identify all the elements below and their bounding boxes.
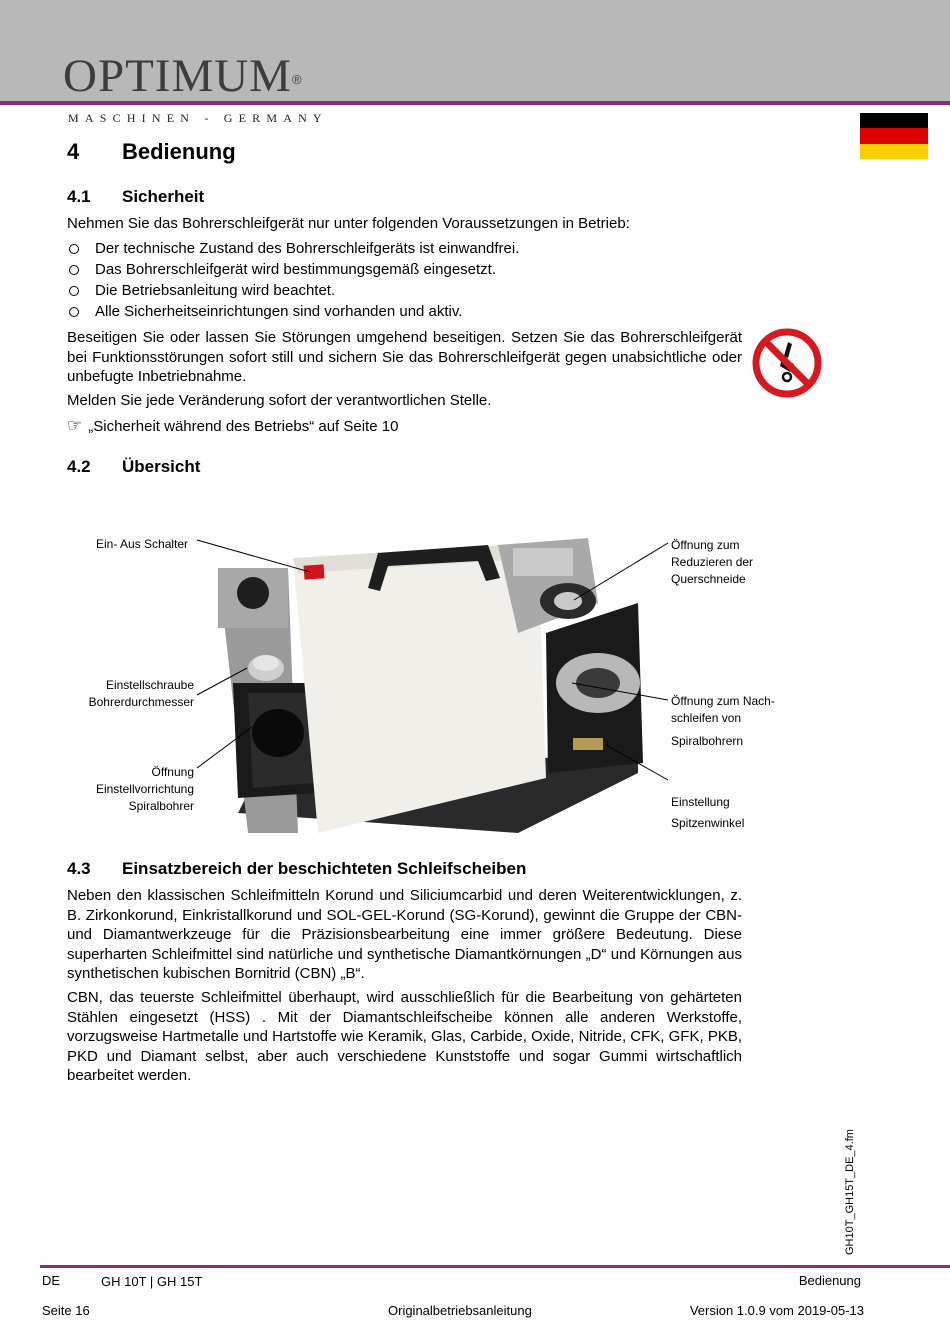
file-code: GH10T_GH15T_DE_4.fm: [844, 1129, 856, 1255]
abrasives-paragraph: Neben den klassischen Schleifmitteln Korund und Siliciumcarbid und deren Weiterentwicklungen, z. B. Zirkonkorund, Einkristallkorund und SOL-GEL-Korund (SG-Korund), gewinnt die Gruppe der CBN- und Diamantwerkzeuge für die Präzisionsbearbeitung eine immer größere Bedeutung. Diese superharten Schleifmittel sind natürliche und synthetische Diamantkörnungen „D“ und Körnungen aus synthetischen kubischen Bornitrid (CBN) „B“.: [67, 887, 742, 982]
callout-regrind-opening: Öffnung zum Nach- schleifen von Spiralbohrern: [671, 694, 775, 748]
subsection-heading-4-2: 4.2 Übersicht: [67, 457, 201, 476]
brand-tagline: MASCHINEN - GERMANY: [68, 111, 328, 125]
callout-adjust-screw: Einstellschraube Bohrerdurchmesser: [88, 678, 194, 709]
list-item: Die Betriebsanleitung wird beachtet.: [67, 280, 519, 301]
subsection-heading-4-1: 4.1 Sicherheit: [67, 187, 205, 206]
prohibition-sign-icon: [752, 328, 822, 398]
footer-chapter: Bedienung: [798, 1273, 861, 1288]
pointing-hand-icon: ☞: [67, 416, 83, 435]
brand-logo: OPTIMUM®: [63, 50, 303, 102]
cbn-paragraph: CBN, das teuerste Schleifmittel überhaupt, wird ausschließlich für die Bearbeitung von gehärteten Stählen eingesetzt (HSS) . Mit der Diamantschleifscheibe können alle anderen Werkstoffe, vorzugsweise Hartmetalle und Hartstoffe wie Keramik, Glas, Carbide, Oxide, Nitride, CFK, GFK, PKB, PKD und Diamant selbst, aber auch verschiedene Kunststoffe und sogar Gummi wirtschaftlich bearbeitet werden.: [67, 989, 742, 1084]
condition-list: [67, 238, 519, 322]
footer-language: DE: [42, 1273, 61, 1288]
callout-power-switch: Ein- Aus Schalter: [96, 537, 189, 551]
drill-grinder-photo: [218, 533, 666, 833]
callout-point-angle: Einstellung Spitzenwinkel: [671, 795, 745, 830]
footer-document-type: Originalbetriebsanleitung: [388, 1303, 532, 1318]
footer-models: GH 10T | GH 15T: [101, 1274, 203, 1289]
german-flag-icon: [860, 113, 928, 159]
list-item: Alle Sicherheitseinrichtungen sind vorhanden und aktiv.: [67, 301, 519, 322]
malfunction-paragraph: Beseitigen Sie oder lassen Sie Störungen umgehend beseitigen. Setzen Sie das Bohrerschleifgerät bei Funktionsstörungen sofort still und sichern Sie das Bohrerschleifgerät gegen unabsichtliche oder unbefugte Inbetriebnahme.: [67, 329, 742, 385]
section-heading: 4 Bedienung: [67, 139, 236, 164]
list-item: Das Bohrerschleifgerät wird bestimmungsgemäß eingesetzt.: [67, 259, 519, 280]
footer-divider: [40, 1265, 950, 1268]
report-paragraph: Melden Sie jede Veränderung sofort der verantwortlichen Stelle.: [67, 392, 492, 409]
footer-page-number: Seite 16: [42, 1303, 90, 1318]
callout-adjust-opening: Öffnung Einstellvorrichtung Spiralbohrer: [95, 765, 194, 813]
cross-reference[interactable]: ☞ „Sicherheit während des Betriebs“ auf Seite 10: [67, 416, 399, 435]
footer-version: Version 1.0.9 vom 2019-05-13: [689, 1303, 864, 1318]
subsection-heading-4-3: 4.3 Einsatzbereich der beschichteten Schleifscheiben: [67, 859, 527, 878]
intro-paragraph: Nehmen Sie das Bohrerschleifgerät nur unter folgenden Voraussetzungen in Betrieb:: [67, 215, 630, 232]
list-item: Der technische Zustand des Bohrerschleifgeräts ist einwandfrei.: [67, 238, 519, 259]
callout-cross-edge-opening: Öffnung zum Reduzieren der Querschneide: [671, 538, 754, 586]
